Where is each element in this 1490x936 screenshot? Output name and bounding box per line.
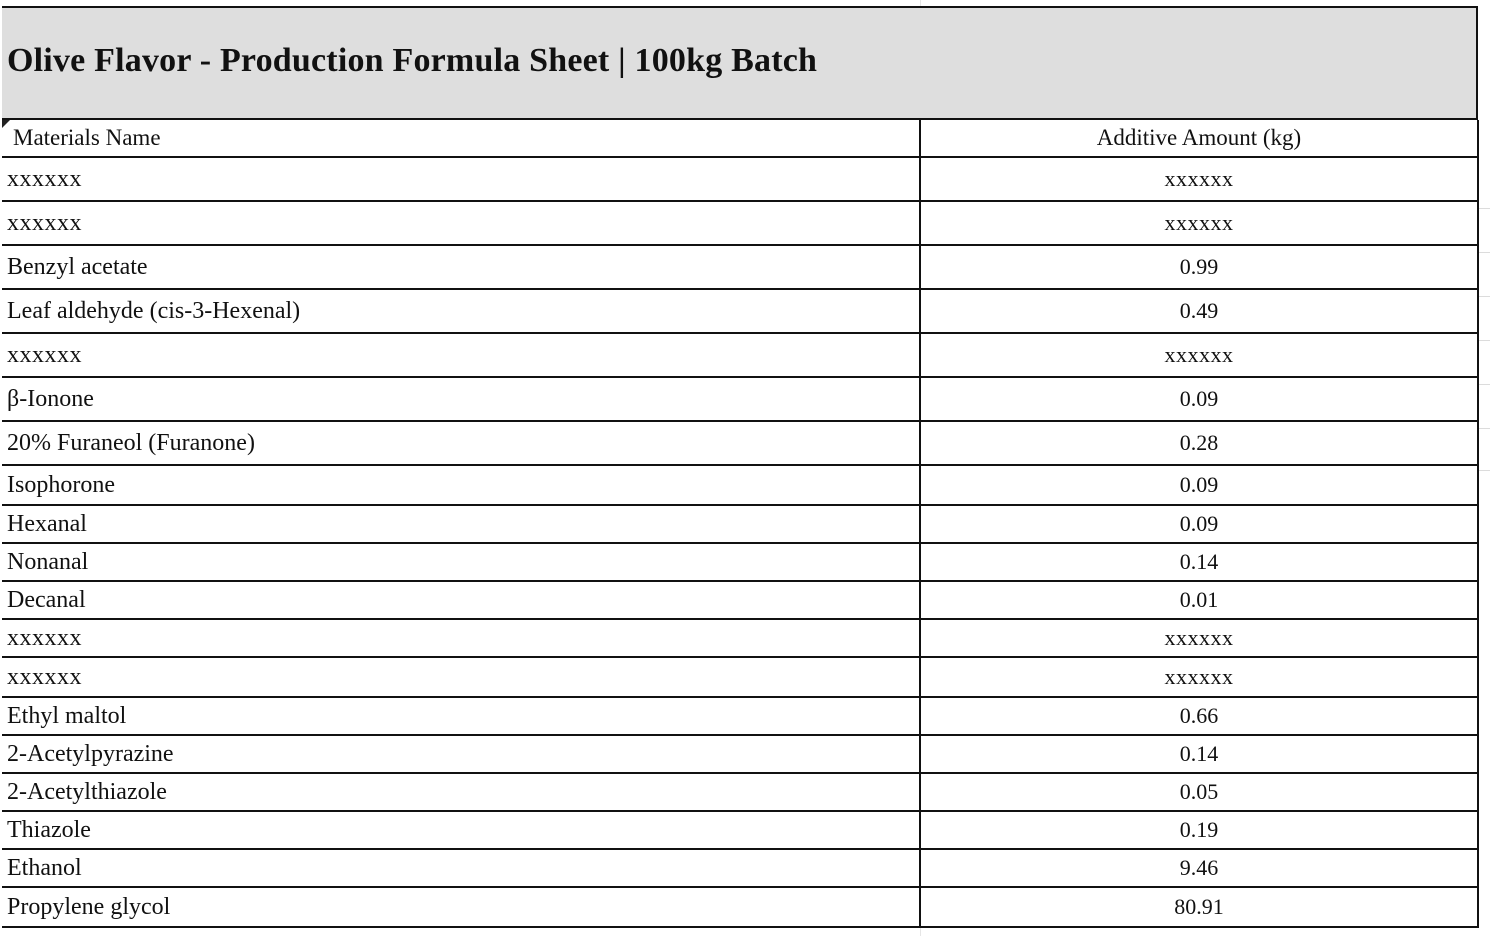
additive-amount-cell[interactable]: xxxxxx (920, 657, 1478, 697)
formula-table (2, 120, 1479, 928)
title-cell[interactable] (2, 6, 1478, 120)
cell-corner-marker (2, 120, 10, 128)
material-name-cell[interactable]: xxxxxx (2, 619, 920, 657)
table-row (2, 201, 1478, 245)
material-name-cell[interactable]: Isophorone (2, 465, 920, 505)
table-row (2, 887, 1478, 927)
sheet-title: Olive Flavor - Production Formula Sheet | 100kg Batch (7, 42, 818, 79)
table-row (2, 657, 1478, 697)
additive-amount-cell[interactable]: 0.19 (920, 811, 1478, 849)
material-name-cell[interactable]: Leaf aldehyde (cis-3-Hexenal) (2, 289, 920, 333)
material-name-cell[interactable]: xxxxxx (2, 201, 920, 245)
material-name-cell[interactable]: Propylene glycol (2, 887, 920, 927)
material-name-cell[interactable]: xxxxxx (2, 157, 920, 201)
table-row (2, 619, 1478, 657)
formula-sheet (2, 6, 1478, 928)
additive-amount-cell[interactable]: xxxxxx (920, 619, 1478, 657)
table-row (2, 289, 1478, 333)
table-row (2, 333, 1478, 377)
material-name-cell[interactable]: 2-Acetylpyrazine (2, 735, 920, 773)
material-name-cell[interactable]: Ethyl maltol (2, 697, 920, 735)
material-name-cell[interactable]: xxxxxx (2, 333, 920, 377)
additive-amount-cell[interactable]: 0.09 (920, 505, 1478, 543)
table-header-row (2, 120, 1478, 157)
gridline (1478, 384, 1490, 385)
table-row (2, 773, 1478, 811)
additive-amount-cell[interactable]: xxxxxx (920, 201, 1478, 245)
header-cell-materials-name[interactable] (2, 120, 920, 157)
table-row (2, 421, 1478, 465)
material-name-cell[interactable]: Nonanal (2, 543, 920, 581)
material-name-cell[interactable]: xxxxxx (2, 657, 920, 697)
header-label-amount: Additive Amount (kg) (1096, 125, 1302, 150)
header-label-name: Materials Name (13, 125, 161, 150)
material-name-cell[interactable]: Ethanol (2, 849, 920, 887)
gridline (1478, 296, 1490, 297)
table-row (2, 543, 1478, 581)
header-cell-additive-amount[interactable] (920, 120, 1478, 157)
table-row (2, 735, 1478, 773)
additive-amount-cell[interactable]: 80.91 (920, 887, 1478, 927)
material-name-cell[interactable]: Hexanal (2, 505, 920, 543)
additive-amount-cell[interactable]: xxxxxx (920, 333, 1478, 377)
gridline (1478, 340, 1490, 341)
additive-amount-cell[interactable]: 0.05 (920, 773, 1478, 811)
additive-amount-cell[interactable]: 9.46 (920, 849, 1478, 887)
material-name-cell[interactable]: Decanal (2, 581, 920, 619)
gridline (1478, 470, 1490, 471)
additive-amount-cell[interactable]: 0.09 (920, 377, 1478, 421)
table-row (2, 811, 1478, 849)
table-row (2, 465, 1478, 505)
additive-amount-cell[interactable]: 0.99 (920, 245, 1478, 289)
gridline (1478, 428, 1490, 429)
table-row (2, 849, 1478, 887)
material-name-cell[interactable]: Thiazole (2, 811, 920, 849)
additive-amount-cell[interactable]: xxxxxx (920, 157, 1478, 201)
table-row (2, 245, 1478, 289)
material-name-cell[interactable]: Benzyl acetate (2, 245, 920, 289)
additive-amount-cell[interactable]: 0.66 (920, 697, 1478, 735)
table-row (2, 157, 1478, 201)
additive-amount-cell[interactable]: 0.14 (920, 735, 1478, 773)
material-name-cell[interactable]: 2-Acetylthiazole (2, 773, 920, 811)
material-name-cell[interactable]: 20% Furaneol (Furanone) (2, 421, 920, 465)
table-row (2, 581, 1478, 619)
table-row (2, 377, 1478, 421)
additive-amount-cell[interactable]: 0.49 (920, 289, 1478, 333)
additive-amount-cell[interactable]: 0.09 (920, 465, 1478, 505)
additive-amount-cell[interactable]: 0.01 (920, 581, 1478, 619)
gridline (1478, 208, 1490, 209)
additive-amount-cell[interactable]: 0.14 (920, 543, 1478, 581)
table-row (2, 505, 1478, 543)
table-row (2, 697, 1478, 735)
material-name-cell[interactable]: β-Ionone (2, 377, 920, 421)
additive-amount-cell[interactable]: 0.28 (920, 421, 1478, 465)
gridline (1478, 252, 1490, 253)
